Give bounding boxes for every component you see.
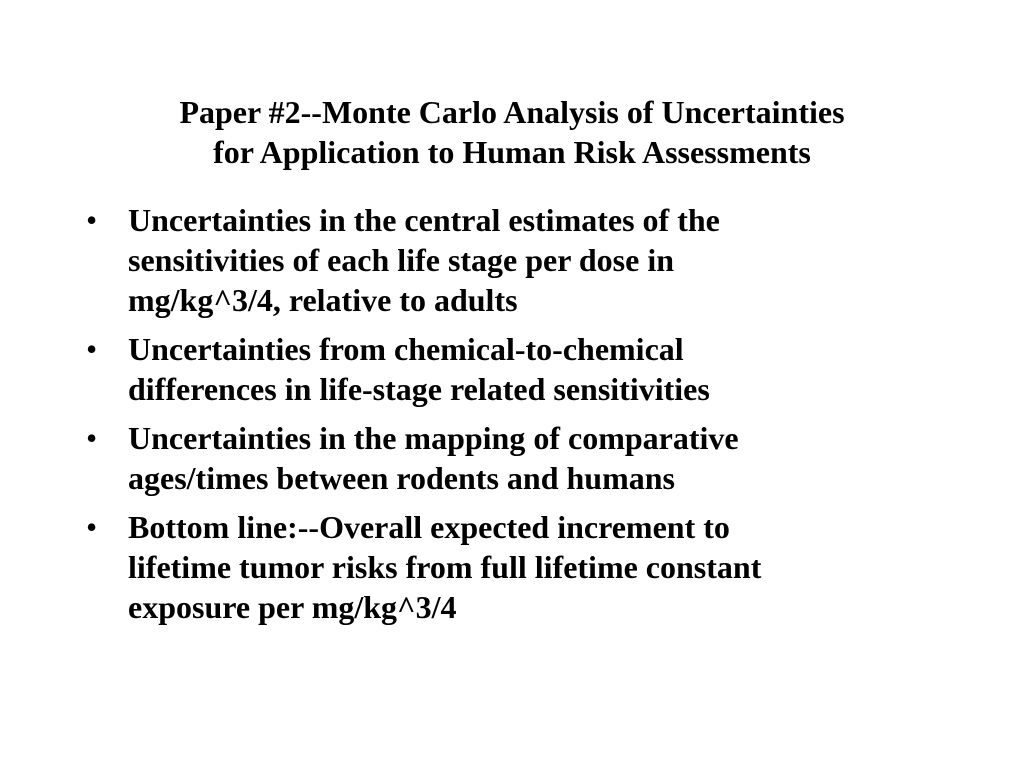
bullet-text-line: mg/kg^3/4, relative to adults (128, 282, 518, 318)
bullet-icon: • (86, 202, 98, 238)
slide-title-line-1: Paper #2--Monte Carlo Analysis of Uncertainties (179, 94, 845, 130)
bullet-icon: • (86, 331, 98, 367)
bullet-text-line: sensitivities of each life stage per dose in (128, 242, 675, 278)
bullet-text-line: Bottom line:--Overall expected increment to (128, 509, 730, 545)
slide-title-line-2: for Application to Human Risk Assessments (213, 134, 811, 170)
bullet-item-1 (80, 200, 940, 320)
bullet-icon: • (86, 420, 98, 456)
bullet-text-line: exposure per mg/kg^3/4 (128, 589, 457, 625)
bullet-list (80, 200, 940, 636)
bullet-text-line: Uncertainties from chemical-to-chemical (128, 331, 684, 367)
bullet-icon: • (86, 509, 98, 545)
bullet-item-2 (80, 329, 940, 409)
slide-title (60, 92, 964, 172)
bullet-item-4 (80, 507, 940, 627)
bullet-text-line: Uncertainties in the central estimates of the (128, 202, 720, 238)
bullet-text-line: ages/times between rodents and humans (128, 460, 675, 496)
bullet-item-3 (80, 418, 940, 498)
bullet-text-line: lifetime tumor risks from full lifetime constant (128, 549, 762, 585)
bullet-text-line: differences in life-stage related sensitivities (128, 371, 710, 407)
bullet-text-line: Uncertainties in the mapping of comparative (128, 420, 739, 456)
